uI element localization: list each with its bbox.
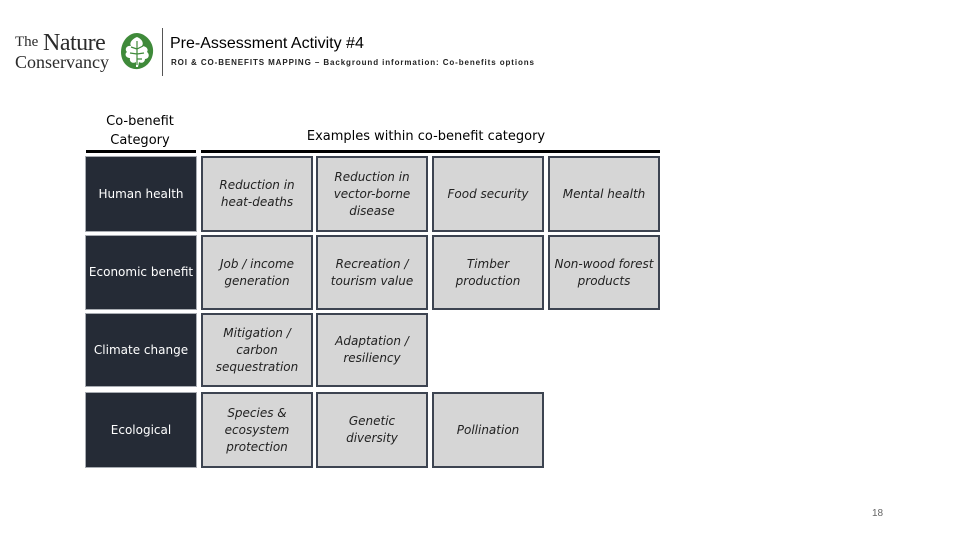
example-cell: Timber production xyxy=(432,235,544,310)
category-header-rule xyxy=(86,150,196,153)
example-cell: Adaptation / resiliency xyxy=(316,313,428,387)
category-cell-ecological: Ecological xyxy=(85,392,197,468)
logo-text-the: The xyxy=(15,34,39,50)
example-cell: Job / income generation xyxy=(201,235,313,310)
examples-header-rule xyxy=(201,150,660,153)
page-subtitle: ROI & CO-BENEFITS MAPPING – Background information: Co-benefits options xyxy=(171,58,535,67)
examples-column-header: Examples within co-benefit category xyxy=(306,129,546,144)
example-cell: Food security xyxy=(432,156,544,232)
category-column-header: Co-benefit Category xyxy=(106,114,174,148)
example-cell: Reduction in vector-borne disease xyxy=(316,156,428,232)
example-cell: Species & ecosystem protection xyxy=(201,392,313,468)
logo-text-conservancy: Conservancy xyxy=(15,52,109,72)
example-cell: Non-wood forest products xyxy=(548,235,660,310)
page-title: Pre-Assessment Activity #4 xyxy=(170,35,364,52)
category-cell-climate-change: Climate change xyxy=(85,313,197,387)
category-cell-human-health: Human health xyxy=(85,156,197,232)
example-cell: Pollination xyxy=(432,392,544,468)
example-cell: Mental health xyxy=(548,156,660,232)
header-divider xyxy=(162,28,163,76)
tnc-logo xyxy=(12,28,160,76)
example-cell: Recreation / tourism value xyxy=(316,235,428,310)
example-cell: Genetic diversity xyxy=(316,392,428,468)
page-number: 18 xyxy=(872,508,884,519)
category-cell-economic-benefit: Economic benefit xyxy=(85,235,197,310)
example-cell: Mitigation / carbon sequestration xyxy=(201,313,313,387)
logo-text-nature: Nature xyxy=(43,30,106,56)
example-cell: Reduction in heat-deaths xyxy=(201,156,313,232)
oak-leaf-icon xyxy=(118,31,156,71)
